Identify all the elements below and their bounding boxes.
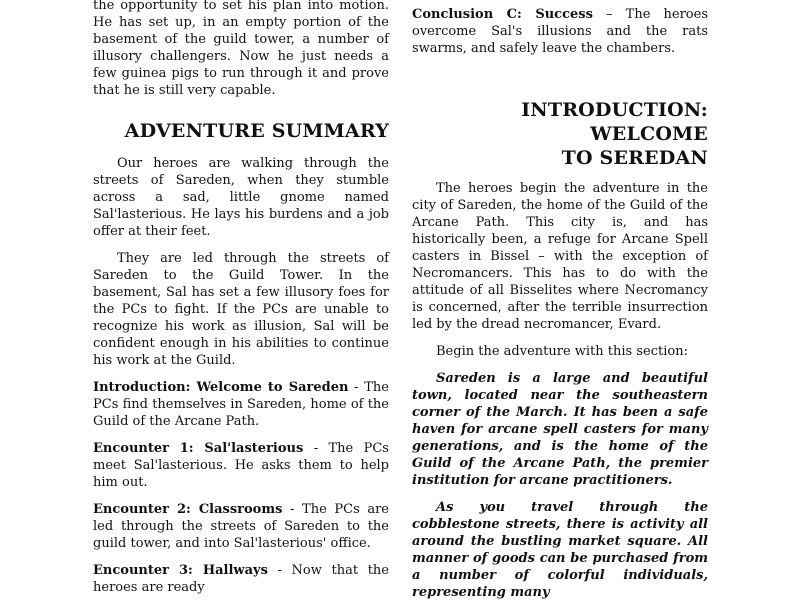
- summary-item-encounter-2: [93, 501, 389, 552]
- summary-item-text: - The PCs meet Sal'lasterious. He asks them to help him out.: [93, 441, 389, 490]
- summary-item-label: Encounter 2: Classrooms: [93, 502, 283, 517]
- boxed-text-1: Sareden is a large and beautiful town, located near the southeastern corner of the March. It has been a safe haven for arcane spell casters for many generations, and is the home of the Guild of the Arcane Path, the premier institution for arcane practitioners.: [412, 371, 708, 488]
- summary-item-text: - Now that the heroes are ready: [93, 563, 389, 595]
- conclusion-c-paragraph: [412, 6, 708, 57]
- summary-item-text: - The PCs find themselves in Sareden, home of the Guild of the Arcane Path.: [93, 380, 389, 429]
- introduction-paragraph-2: Begin the adventure with this section:: [436, 344, 688, 359]
- right-column: [412, 6, 708, 601]
- adventure-summary-heading: ADVENTURE SUMMARY: [124, 120, 389, 142]
- summary-item-label: Encounter 1: Sal'lasterious: [93, 441, 304, 456]
- summary-item-label: Encounter 3: Hallways: [93, 563, 268, 578]
- introduction-heading-line-1: INTRODUCTION: WELCOME: [521, 99, 708, 145]
- boxed-text-2: As you travel through the cobblestone streets, there is activity all around the bustling market square. All manner of goods can be purchased from a number of colorful individuals, representing many: [412, 500, 708, 600]
- introduction-heading-line-2: TO SEREDAN: [561, 147, 708, 169]
- conclusion-text: – The heroes overcome Sal's illusions and the rats swarms, and safely leave the chambers.: [412, 7, 708, 56]
- intro-tail-paragraph: the opportunity to set his plan into motion. He has set up, in an empty portion of the basement of the guild tower, a number of illusory challengers. Now he just needs a few guinea pigs to run through it and prove that he is still very capable.: [93, 0, 389, 98]
- summary-item-encounter-3: [93, 562, 389, 596]
- introduction-heading: [412, 98, 708, 170]
- summary-paragraph-2: They are led through the streets of Sareden to the Guild Tower. In the basement, Sal has set a few illusory foes for the PCs to fight. If the PCs are unable to recognize his work as illusion, Sal will be confident enough in his abilities to continue his work at the Guild.: [93, 251, 389, 368]
- summary-item-intro: [93, 379, 389, 430]
- summary-item-label: Introduction: Welcome to Sareden: [93, 380, 349, 395]
- summary-item-encounter-1: [93, 440, 389, 491]
- left-column: [93, 0, 389, 596]
- introduction-paragraph-1: The heroes begin the adventure in the city of Sareden, the home of the Guild of the Arcane Path. This city is, and has historically been, a refuge for Arcane Spell casters in Bissel – with the exception of Necromancers. This has to do with the attitude of all Bisselites where Necromancy is concerned, after the terrible insurrection led by the dread necromancer, Evard.: [412, 181, 708, 332]
- summary-item-text: - The PCs are led through the streets of Sareden to the guild tower, and into Sal'lasterious' office.: [93, 502, 390, 551]
- summary-paragraph-1: Our heroes are walking through the streets of Sareden, when they stumble across a sad, little gnome named Sal'lasterious. He lays his burdens and a job offer at their feet.: [93, 156, 389, 239]
- conclusion-label: Conclusion C: Success: [412, 7, 593, 22]
